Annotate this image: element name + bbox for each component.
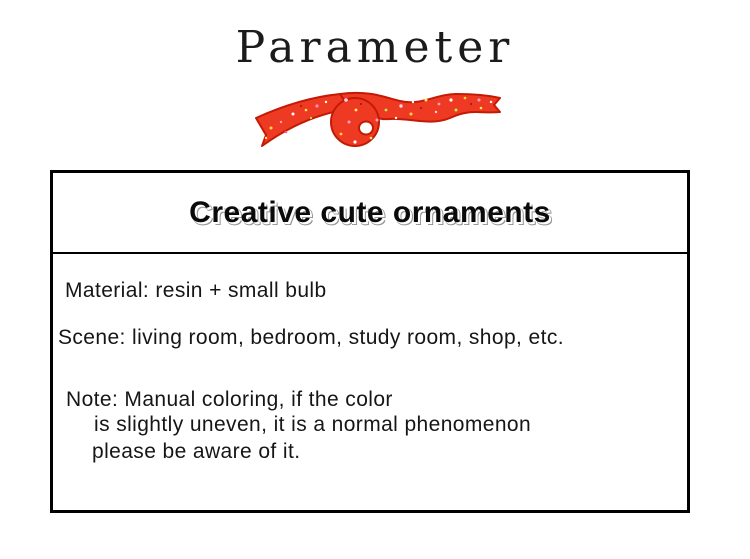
card-title: Creative cute ornaments xyxy=(189,195,551,229)
note-line-2: is slightly uneven, it is a normal phenomenon xyxy=(94,413,532,436)
material-line: Material: resin + small bulb xyxy=(65,279,327,302)
card-body xyxy=(53,254,687,511)
parameter-card xyxy=(50,170,690,513)
note-line-3: please be aware of it. xyxy=(92,440,301,463)
scene-line: Scene: living room, bedroom, study room, shop, etc. xyxy=(58,326,564,349)
glitter-ribbon-icon xyxy=(251,88,505,152)
card-header xyxy=(53,173,687,254)
note-line-1: Note: Manual coloring, if the color xyxy=(66,388,393,411)
page-title: Parameter xyxy=(235,22,515,73)
